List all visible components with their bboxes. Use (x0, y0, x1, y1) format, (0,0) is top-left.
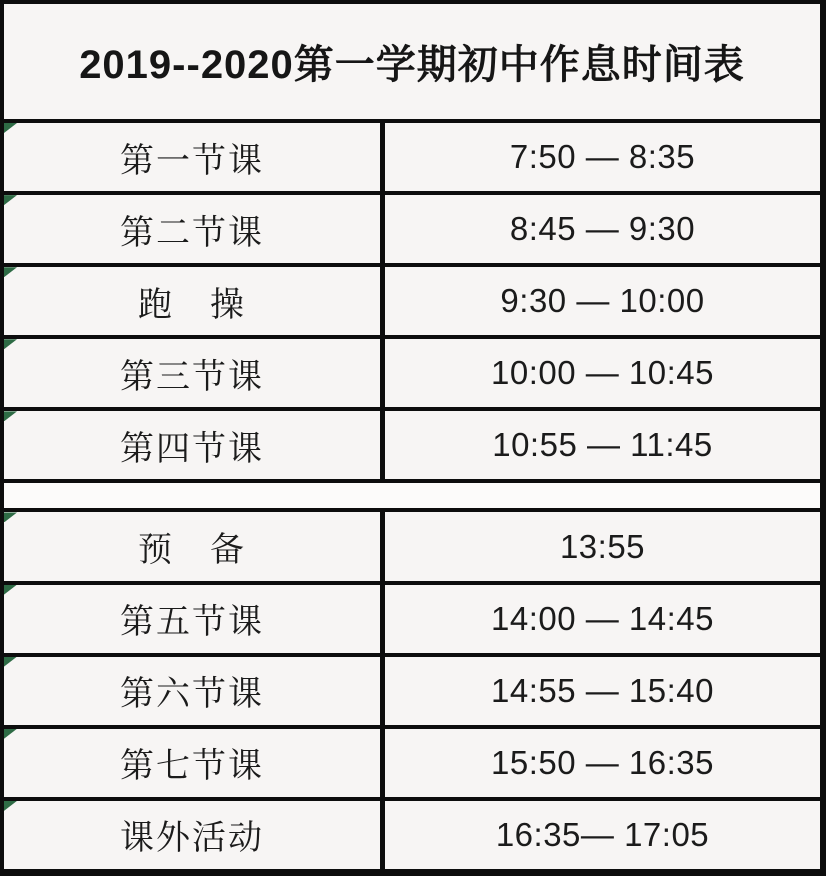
period-time-cell: 10:55 — 11:45 (385, 411, 820, 479)
table-row (4, 797, 820, 869)
period-time-cell: 16:35— 17:05 (385, 801, 820, 869)
period-time-cell: 9:30 — 10:00 (385, 267, 820, 335)
period-name-cell: 第七节课 (4, 729, 385, 797)
period-name-cell: 第一节课 (4, 123, 385, 191)
table-row (4, 191, 820, 263)
table-row (4, 508, 820, 580)
table-row (4, 581, 820, 653)
table-row (4, 653, 820, 725)
period-time-cell: 14:00 — 14:45 (385, 585, 820, 653)
period-time-cell: 7:50 — 8:35 (385, 123, 820, 191)
period-time-cell: 8:45 — 9:30 (385, 195, 820, 263)
period-name-cell: 第二节课 (4, 195, 385, 263)
period-name-cell: 第四节课 (4, 411, 385, 479)
period-name-cell: 跑 操 (4, 267, 385, 335)
timetable-title-row (4, 4, 820, 119)
table-row (4, 263, 820, 335)
period-time-cell: 13:55 (385, 512, 820, 580)
period-time-cell: 10:00 — 10:45 (385, 339, 820, 407)
table-row (4, 407, 820, 479)
table-row (4, 725, 820, 797)
period-time-cell: 15:50 — 16:35 (385, 729, 820, 797)
table-row (4, 335, 820, 407)
period-name-cell: 预 备 (4, 512, 385, 580)
period-name-cell: 课外活动 (4, 801, 385, 869)
period-name-cell: 第三节课 (4, 339, 385, 407)
timetable-rows (4, 119, 820, 869)
page-title: 2019--2020第一学期初中作息时间表 (79, 43, 745, 87)
table-row (4, 119, 820, 191)
period-name-cell: 第六节课 (4, 657, 385, 725)
lunch-break-separator-row (4, 479, 820, 508)
period-time-cell: 14:55 — 15:40 (385, 657, 820, 725)
period-name-cell: 第五节课 (4, 585, 385, 653)
